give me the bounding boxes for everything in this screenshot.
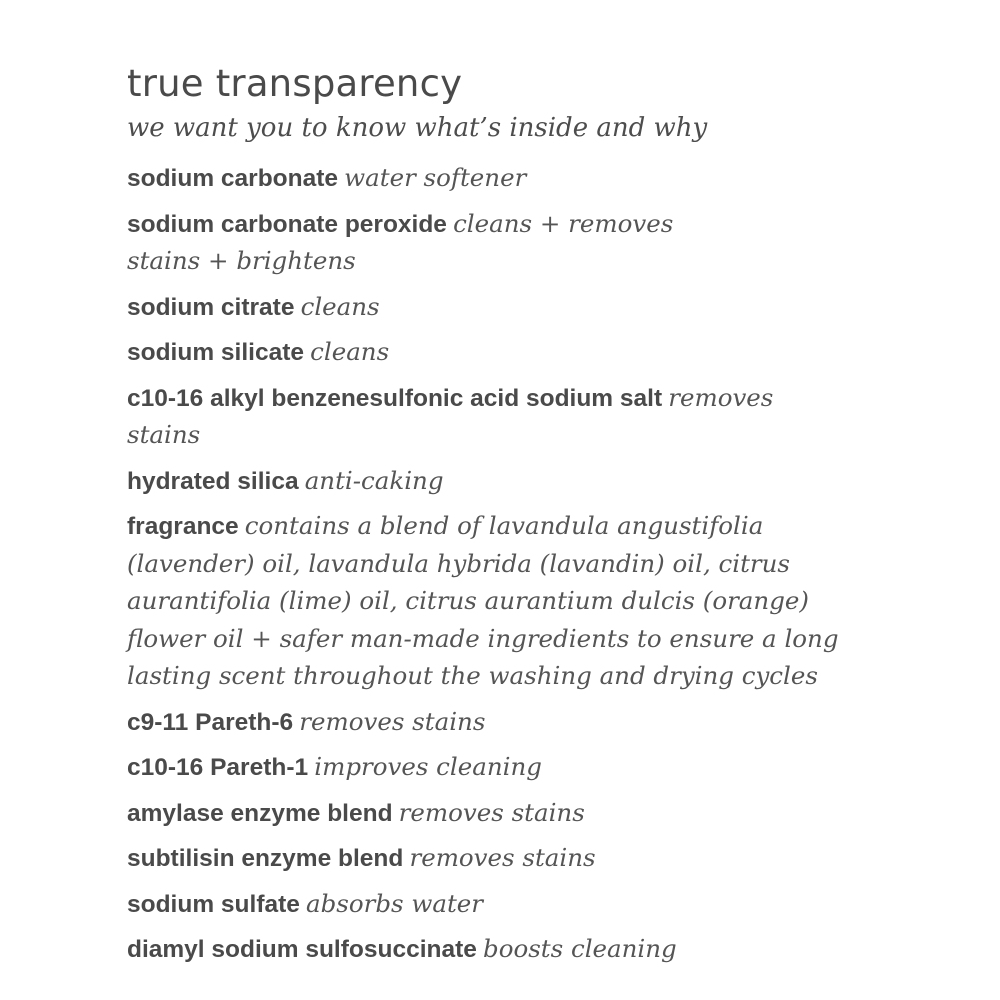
ingredient-purpose: cleans — [310, 337, 390, 366]
page-subtitle: we want you to know what’s inside and why — [127, 113, 708, 143]
ingredient-item — [127, 334, 967, 372]
ingredient-purpose: absorbs water — [306, 888, 484, 918]
ingredient-name: sodium silicate — [127, 339, 305, 366]
ingredient-name: subtilisin enzyme blend — [127, 845, 404, 872]
ingredient-name: c10-16 alkyl benzenesulfonic acid sodium salt — [127, 384, 663, 412]
ingredient-name: sodium sulfate — [127, 890, 300, 918]
ingredient-item — [127, 160, 526, 198]
ingredient-name: sodium carbonate — [127, 165, 339, 192]
ingredient-list — [127, 160, 967, 969]
ingredient-purpose: cleans — [300, 291, 380, 321]
ingredient-name: sodium citrate — [127, 293, 295, 321]
ingredient-item — [127, 289, 967, 327]
ingredient-name: amylase enzyme blend — [127, 799, 393, 827]
ingredient-item — [127, 886, 967, 924]
ingredient-item — [127, 508, 867, 696]
ingredient-item — [127, 749, 967, 787]
ingredient-purpose: removes stains — [299, 706, 486, 736]
ingredient-item — [127, 463, 967, 501]
ingredient-purpose: contains a blend of lavandula angustifolia (lavender) oil, lavandula hybrida (lavandin) oil, citrus aurantifolia (lime) oil, citrus aurantium dulcis (orange) flower oil + safer man-made ingredients to ensure a long lasting scent throughout the washing and drying cycles — [127, 511, 839, 690]
ingredient-purpose: anti-caking — [304, 465, 444, 495]
ingredient-name: c9-11 Pareth-6 — [127, 708, 294, 736]
ingredient-purpose: improves cleaning — [314, 752, 542, 781]
ingredient-purpose: water softener — [344, 163, 527, 192]
ingredient-item — [127, 931, 967, 969]
ingredient-purpose: boosts cleaning — [483, 934, 677, 963]
ingredient-name: c10-16 Pareth-1 — [127, 754, 309, 781]
ingredient-item — [127, 704, 967, 742]
ingredient-item — [127, 206, 727, 281]
ingredient-item — [127, 795, 967, 833]
ingredient-item — [127, 840, 967, 878]
ingredient-item — [127, 380, 777, 455]
ingredient-name: diamyl sodium sulfosuccinate — [127, 936, 477, 963]
ingredient-purpose: removes stains — [398, 797, 585, 827]
ingredient-name: fragrance — [127, 513, 239, 540]
ingredient-name: hydrated silica — [127, 467, 299, 495]
ingredient-purpose: cleans + removes stains + brightens — [127, 208, 674, 275]
page-title: true transparency — [127, 62, 463, 105]
ingredient-panel — [127, 58, 967, 977]
ingredient-purpose: removes stains — [409, 843, 596, 872]
ingredient-name: sodium carbonate peroxide — [127, 210, 447, 238]
ingredient-purpose: removes stains — [127, 382, 774, 449]
